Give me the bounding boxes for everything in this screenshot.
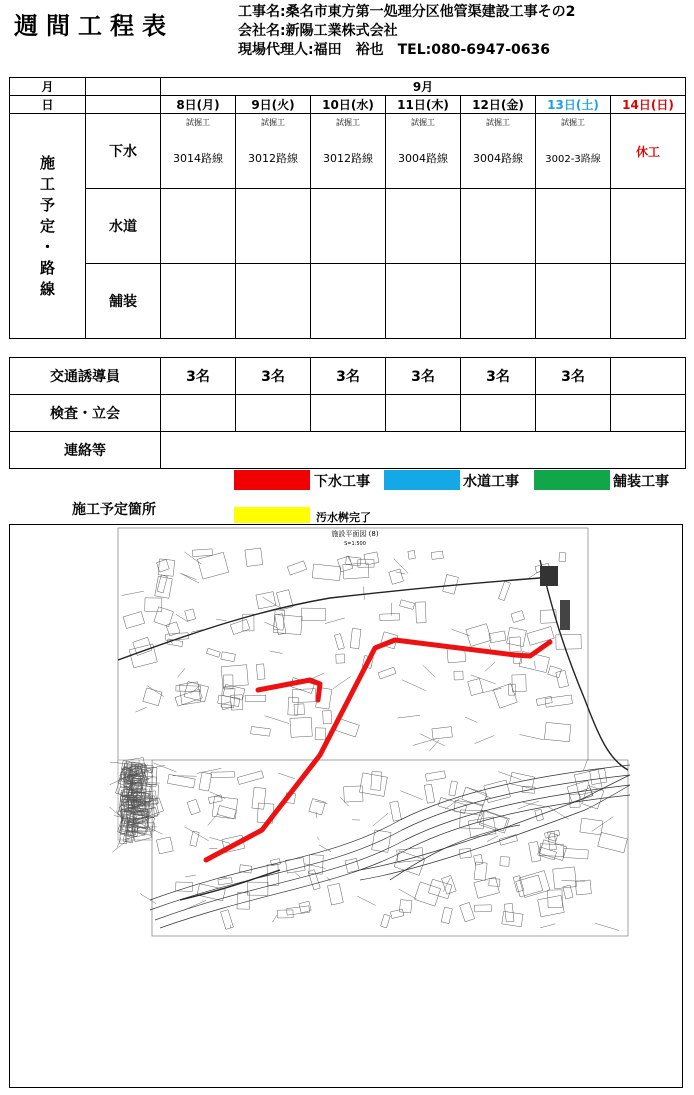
work-type: 試掘工 <box>411 118 435 127</box>
traffic-value: 3名 <box>236 358 311 395</box>
route-number: 3014路線 <box>173 152 223 165</box>
map-detail-block <box>540 566 558 586</box>
row-label-sewer: 下水 <box>86 114 161 189</box>
legend-label-water: 水道工事 <box>463 474 519 490</box>
holiday-label: 休工 <box>636 144 661 159</box>
day-header: 9日(火) <box>236 96 311 114</box>
route-number: 3004路線 <box>398 152 448 165</box>
legend-label-sewer: 下水工事 <box>314 474 370 490</box>
project-name: 工事名:桑名市東方第一処理分区他管渠建設工事その2 <box>238 4 576 20</box>
day-header: 12日(金) <box>461 96 536 114</box>
document-title: 週間工程表 <box>14 12 174 40</box>
planned-location-label: 施工予定箇所 <box>72 502 156 518</box>
day-label: 日 <box>10 96 86 114</box>
work-type: 試掘工 <box>186 118 210 127</box>
work-type: 試掘工 <box>486 118 510 127</box>
traffic-value: 3名 <box>536 358 611 395</box>
map-detail-block <box>560 600 570 630</box>
work-type: 試掘工 <box>261 118 285 127</box>
traffic-value: 3名 <box>386 358 461 395</box>
route-number: 3012路線 <box>248 152 298 165</box>
inspection-label: 検査・立会 <box>10 395 161 432</box>
work-type: 試掘工 <box>336 118 360 127</box>
traffic-value: 3名 <box>161 358 236 395</box>
row-label-water: 水道 <box>86 189 161 264</box>
row-label-paving: 舗装 <box>86 264 161 339</box>
month-label: 月 <box>10 78 86 96</box>
section-label: 施 工 予 定 ・ 路 線 <box>39 153 55 298</box>
plan-title: 施設平面図 (8) <box>331 530 379 538</box>
route-number: 3012路線 <box>323 152 373 165</box>
traffic-label: 交通誘導員 <box>10 358 161 395</box>
route-number: 3004路線 <box>473 152 523 165</box>
plan-scale: S=1:500 <box>344 541 366 547</box>
day-header-saturday: 13日(土) <box>536 96 611 114</box>
legend-label-paving: 舗装工事 <box>613 474 669 490</box>
traffic-value: 3名 <box>311 358 386 395</box>
site-agent: 現場代理人:福田 裕也 TEL:080-6947-0636 <box>238 42 551 58</box>
day-header: 8日(月) <box>161 96 236 114</box>
day-header-sunday: 14日(日) <box>611 96 686 114</box>
month-value: 9月 <box>161 78 686 96</box>
day-header: 10日(水) <box>311 96 386 114</box>
work-type: 試掘工 <box>561 118 585 127</box>
day-header: 11日(木) <box>386 96 461 114</box>
contact-label: 連絡等 <box>10 432 161 469</box>
company-name: 会社名:新陽工業株式会社 <box>238 23 398 39</box>
route-number: 3002-3路線 <box>545 154 601 165</box>
traffic-value: 3名 <box>461 358 536 395</box>
map-line <box>112 839 129 853</box>
legend-label-manhole: 汚水桝完了 <box>316 511 371 524</box>
